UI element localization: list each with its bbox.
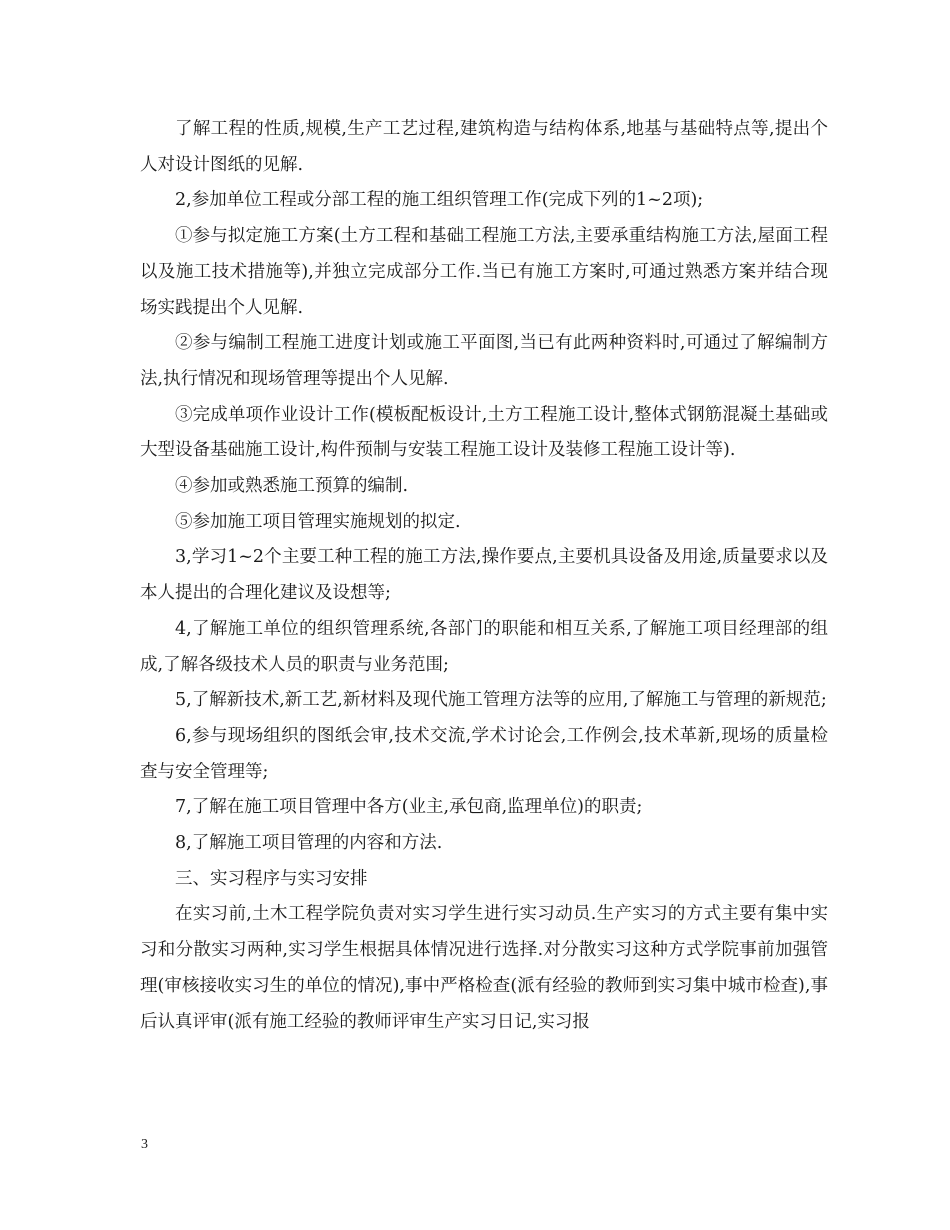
paragraph: 5,了解新技术,新工艺,新材料及现代施工管理方法等的应用,了解施工与管理的新规范; [175, 690, 827, 711]
paragraph: 在实习前,土木工程学院负责对实习学生进行实习动员.生产实习的方式主要有集中实习和分散实习两种,实习学生根据具体情况进行选择.对分散实习这种方式学院事前加强管理(审核接收实习生的单位的情况),事中严格检查(派有经验的教师到实习集中城市检查),事后认真评审(派有施工经验的教师评审生产实习日记,实习报 [140, 904, 828, 1032]
paragraph: 4,了解施工单位的组织管理系统,各部门的职能和相互关系,了解施工项目经理部的组成,了解各级技术人员的职责与业务范围; [140, 618, 828, 675]
section-heading: 三、实习程序与实习安排 [175, 868, 368, 889]
paragraph: ④参加或熟悉施工预算的编制. [175, 476, 409, 497]
paragraph: 8,了解施工项目管理的内容和方法. [175, 833, 443, 854]
page-number: 3 [141, 1137, 148, 1152]
paragraph: ③完成单项作业设计工作(模板配板设计,土方工程施工设计,整体式钢筋混凝土基础或大型设备基础施工设计,构件预制与安装工程施工设计及装修工程施工设计等). [140, 404, 828, 461]
paragraph: ②参与编制工程施工进度计划或施工平面图,当已有此两种资料时,可通过了解编制方法,执行情况和现场管理等提出个人见解. [140, 333, 828, 389]
paragraph: ⑤参加施工项目管理实施规划的拟定. [175, 511, 461, 532]
paragraph: 6,参与现场组织的图纸会审,技术交流,学术讨论会,工作例会,技术革新,现场的质量检查与安全管理等; [140, 725, 828, 782]
paragraph: 3,学习1~2个主要工种工程的施工方法,操作要点,主要机具设备及用途,质量要求以及本人提出的合理化建议及设想等; [140, 547, 828, 604]
paragraph: 2,参加单位工程或分部工程的施工组织管理工作(完成下列的1~2项); [175, 190, 704, 211]
document-body [140, 112, 828, 1040]
paragraph: 7,了解在施工项目管理中各方(业主,承包商,监理单位)的职责; [175, 797, 643, 818]
paragraph: ①参与拟定施工方案(土方工程和基础工程施工方法,主要承重结构施工方法,屋面工程以及施工技术措施等),并独立完成部分工作.当已有施工方案时,可通过熟悉方案并结合现场实践提出个人见解. [140, 226, 828, 318]
paragraph: 了解工程的性质,规模,生产工艺过程,建筑构造与结构体系,地基与基础特点等,提出个人对设计图纸的见解. [140, 119, 828, 175]
